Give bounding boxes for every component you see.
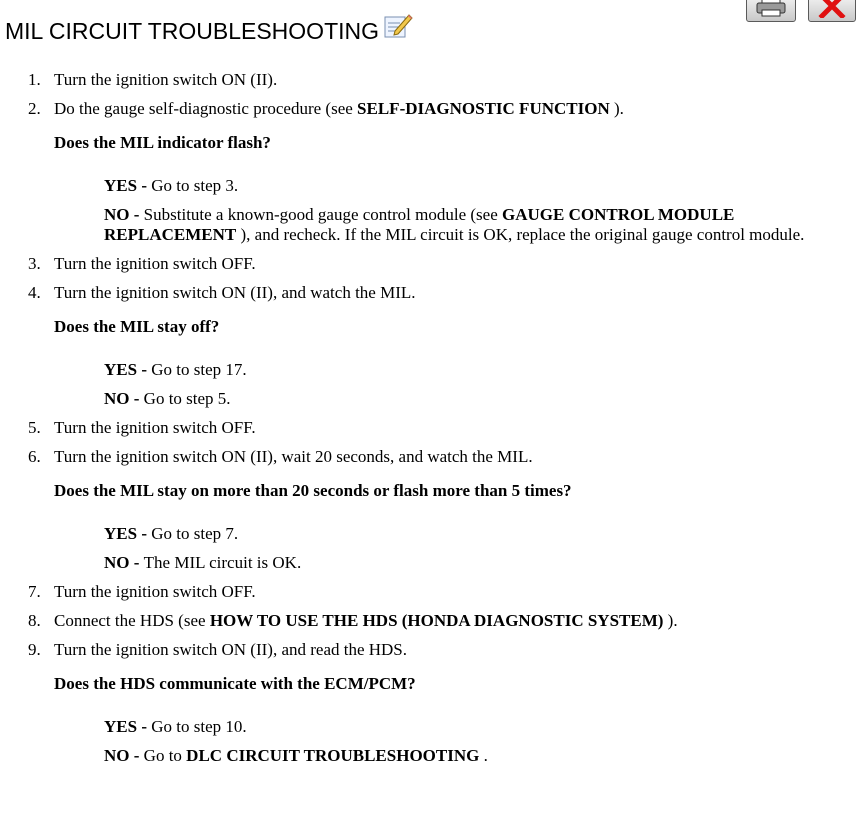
step-4 [0, 283, 856, 303]
question-hds-communicate: Does the HDS communicate with the ECM/PCM? [54, 674, 416, 693]
dlc-circuit-troubleshooting-link[interactable]: DLC CIRCUIT TROUBLESHOOTING [186, 746, 480, 765]
step-number: 6. [28, 447, 41, 466]
no-label: NO - [104, 389, 144, 408]
page-title-text: MIL CIRCUIT TROUBLESHOOTING [5, 18, 380, 44]
step-number: 7. [28, 582, 41, 601]
no-label: NO - [104, 746, 144, 765]
answer-text: Go to step 10. [151, 717, 247, 736]
answer-yes [0, 176, 856, 196]
question-mil-stay-off: Does the MIL stay off? [54, 317, 220, 336]
answer-text: Go to step 5. [143, 389, 231, 408]
step-text: Turn the ignition switch ON (II), and watch the MIL. [54, 283, 416, 302]
step-number: 8. [28, 611, 41, 630]
self-diagnostic-function-link[interactable]: SELF-DIAGNOSTIC FUNCTION [357, 99, 610, 118]
question-mil-stay-on: Does the MIL stay on more than 20 seconds or flash more than 5 times? [54, 481, 572, 500]
step-number: 5. [28, 418, 41, 437]
step-text-end: ). [609, 99, 624, 118]
step-9 [0, 640, 856, 660]
step-text: Turn the ignition switch ON (II), wait 20 seconds, and watch the MIL. [54, 447, 533, 466]
close-x-icon [817, 0, 847, 23]
edit-note-icon[interactable] [383, 11, 413, 45]
step-6 [0, 447, 856, 467]
step-2 [0, 99, 856, 119]
answer-text-end: . [479, 746, 488, 765]
step-number: 2. [28, 99, 41, 118]
page-title [5, 18, 413, 45]
procedure-content [0, 70, 856, 775]
toolbar [746, 0, 856, 22]
step-number: 3. [28, 254, 41, 273]
step-number: 9. [28, 640, 41, 659]
step-1 [0, 70, 856, 90]
step-8 [0, 611, 856, 631]
yes-label: YES - [104, 717, 152, 736]
step-5 [0, 418, 856, 438]
step-text: Turn the ignition switch OFF. [54, 418, 256, 437]
step-number: 4. [28, 283, 41, 302]
answer-text: Substitute a known-good gauge control module (see [143, 205, 503, 224]
answer-no [0, 553, 856, 573]
answer-text: Go to step 17. [151, 360, 247, 379]
no-label: NO - [104, 553, 144, 572]
printer-icon [754, 0, 788, 22]
step-text: Turn the ignition switch OFF. [54, 582, 256, 601]
answer-no [0, 746, 856, 766]
step-text: Turn the ignition switch OFF. [54, 254, 256, 273]
close-button[interactable] [808, 0, 856, 22]
yes-label: YES - [104, 524, 152, 543]
answer-no [0, 205, 856, 245]
answer-text-end: ), and recheck. If the MIL circuit is OK, replace the original gauge control module. [236, 225, 805, 244]
step-text-end: ). [663, 611, 678, 630]
no-label: NO - [104, 205, 144, 224]
yes-label: YES - [104, 360, 152, 379]
print-button[interactable] [746, 0, 796, 22]
answer-text: The MIL circuit is OK. [143, 553, 302, 572]
answer-text: Go to step 7. [151, 524, 239, 543]
yes-label: YES - [104, 176, 152, 195]
answer-yes [0, 524, 856, 544]
question-mil-flash: Does the MIL indicator flash? [54, 133, 271, 152]
step-text: Turn the ignition switch ON (II), and read the HDS. [54, 640, 408, 659]
step-text: Connect the HDS (see [54, 611, 210, 630]
answer-yes [0, 717, 856, 737]
answer-no [0, 389, 856, 409]
answer-text: Go to step 3. [151, 176, 239, 195]
step-text: Do the gauge self-diagnostic procedure (see [54, 99, 358, 118]
how-to-use-hds-link[interactable]: HOW TO USE THE HDS (HONDA DIAGNOSTIC SYSTEM) [209, 611, 664, 630]
step-text: Turn the ignition switch ON (II). [54, 70, 278, 89]
step-3 [0, 254, 856, 274]
step-number: 1. [28, 70, 41, 89]
gauge-control-module-replacement-link[interactable]: GAUGE CONTROL MODULE REPLACEMENT [104, 205, 735, 244]
answer-yes [0, 360, 856, 380]
answer-text: Go to [143, 746, 187, 765]
step-7 [0, 582, 856, 602]
